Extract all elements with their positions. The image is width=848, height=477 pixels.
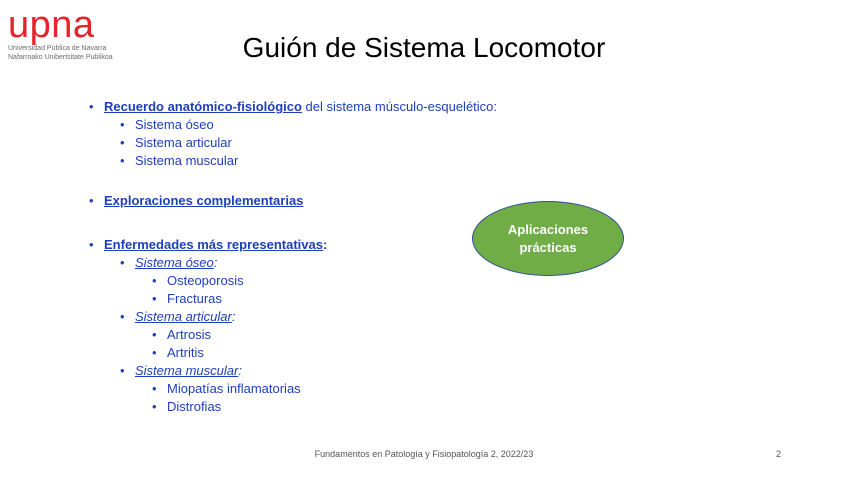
logo-line-2: Nafarroako Unibertsitate Publikoa <box>8 54 113 61</box>
bullet-exploraciones <box>89 192 304 209</box>
link-sistema-muscular[interactable]: Sistema muscular <box>135 363 239 378</box>
sub-heading-articular: • Sistema articular: <box>120 309 236 324</box>
slide-title: Guión de Sistema Locomotor <box>242 32 606 63</box>
list-item-label: Distrofias <box>167 399 222 414</box>
sub-item-oseo: • Sistema óseo <box>120 117 214 132</box>
list-item-artrosis: • Artrosis <box>152 327 212 342</box>
link-sistema-articular[interactable]: Sistema articular <box>135 309 232 324</box>
logo-wordmark: upna <box>8 4 95 46</box>
sub-heading-muscular: • Sistema muscular: <box>120 363 242 378</box>
sub-heading-oseo: • Sistema óseo: <box>120 255 218 270</box>
list-item-artritis: • Artritis <box>152 345 204 360</box>
list-item-label: Miopatías inflamatorias <box>167 381 301 396</box>
colon: : <box>322 237 328 252</box>
link-enfermedades[interactable]: Enfermedades más representativas <box>104 237 323 252</box>
list-item-distrofias: • Distrofias <box>152 399 222 414</box>
sub-item-label: Sistema óseo <box>135 117 214 132</box>
sub-item-articular: • Sistema articular <box>120 135 232 150</box>
sub-item-muscular: • Sistema muscular <box>120 153 239 168</box>
bullet-dot: • <box>89 99 94 114</box>
list-item-label: Artritis <box>167 345 204 360</box>
colon: : <box>231 309 236 324</box>
link-sistema-oseo[interactable]: Sistema óseo <box>135 255 214 270</box>
bullet-dot: • <box>89 237 94 252</box>
page-number: 2 <box>776 449 782 459</box>
colon: : <box>238 363 242 378</box>
sub-item-label: Sistema muscular <box>135 153 239 168</box>
footer-text: Fundamentos en Patología y Fisiopatología 2, 2022/23 <box>314 449 534 459</box>
sub-item-label: Sistema articular <box>135 135 232 150</box>
list-item-label: Artrosis <box>167 327 212 342</box>
oval-line-1: Aplicaciones <box>507 221 589 237</box>
aplicaciones-practicas-oval[interactable] <box>472 201 624 276</box>
colon: : <box>213 255 218 270</box>
bullet-recuerdo <box>89 98 498 115</box>
bullet-recuerdo-rest: del sistema músculo-esquelético: <box>301 99 498 114</box>
list-item-osteoporosis: • Osteoporosis <box>152 273 244 288</box>
link-recuerdo[interactable]: Recuerdo anatómico-fisiológico <box>104 99 302 114</box>
logo-line-1: Universidad Pública de Navarra <box>8 45 107 52</box>
bullet-enfermedades <box>89 236 328 253</box>
list-item-label: Osteoporosis <box>167 273 244 288</box>
list-item-fracturas: • Fracturas <box>152 291 222 306</box>
list-item-label: Fracturas <box>167 291 222 306</box>
oval-line-2: prácticas <box>519 239 577 255</box>
list-item-miopatias: • Miopatías inflamatorias <box>152 381 301 396</box>
link-exploraciones[interactable]: Exploraciones complementarias <box>104 193 304 208</box>
bullet-dot: • <box>89 193 94 208</box>
